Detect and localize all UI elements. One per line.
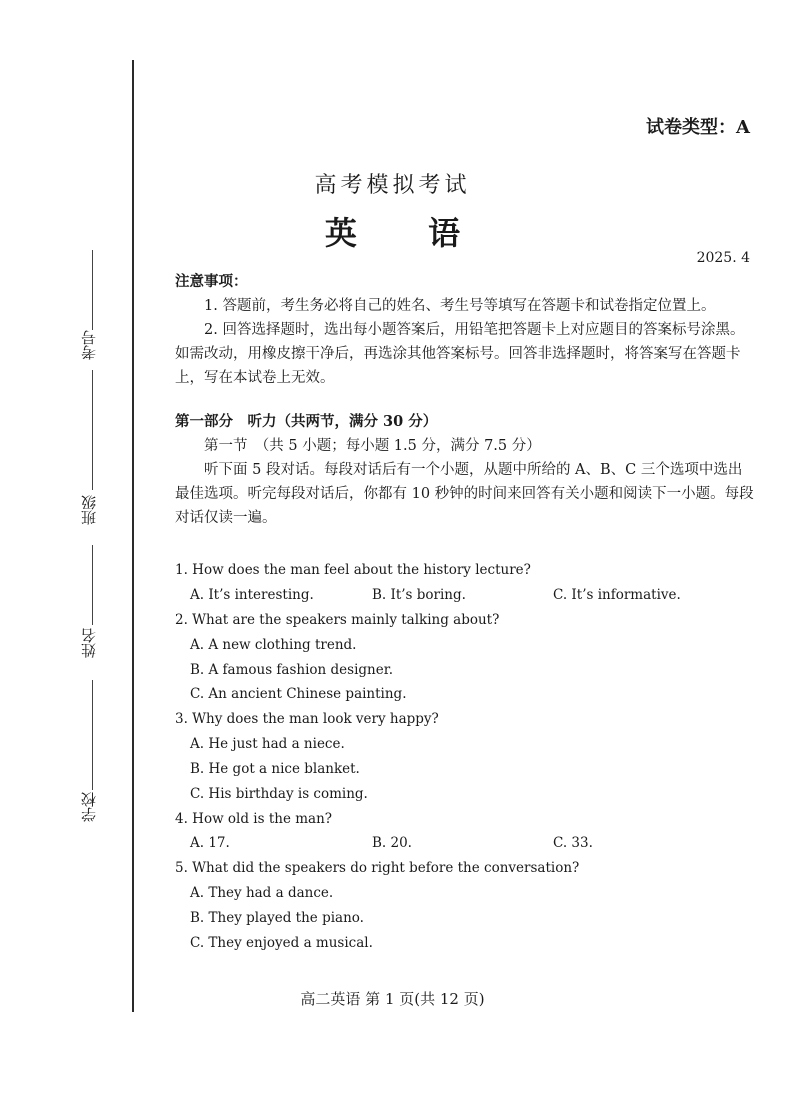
option-b[interactable]: B. He got a nice blanket. [190,761,360,777]
notice-heading: 注意事项： [175,273,248,290]
class-blank[interactable] [92,370,93,490]
section-instructions: 听下面 5 段对话。每段对话后有一个小题，从题中所给的 A、B、C 三个选项中选出最佳选项。听完每段对话后，你都有 10 秒钟的时间来回答有关小题和阅读下一小题。每段对话仅读一遍。 [175,462,754,526]
exam-date: 2025. 4 [696,250,750,266]
question-stem: 3. Why does the man look very happy? [175,711,439,727]
name-blank[interactable] [92,545,93,625]
school-blank[interactable] [92,680,93,790]
option-a[interactable]: A. They had a dance. [190,885,334,901]
part-heading: 第一部分 听力（共两节，满分 30 分） [175,413,438,430]
option-a[interactable]: A. A new clothing trend. [190,637,357,653]
option-b[interactable]: B. A famous fashion designer. [190,662,393,678]
question-stem: 4. How old is the man? [175,811,333,827]
notice-section [175,270,755,390]
question-stem: 5. What did the speakers do right before the conversation? [175,860,580,876]
name-label: 姓名 [80,628,98,658]
option-c[interactable]: C. His birthday is coming. [190,786,368,802]
subject-title: 英 语 [324,214,491,252]
option-c[interactable]: C. An ancient Chinese painting. [190,686,407,702]
exam-title: 高考模拟考试 [314,173,471,198]
section-heading: 第一节 （共 5 小题；每小题 1.5 分，满分 7.5 分） [204,438,541,454]
option-b[interactable]: B. It’s boring. [372,587,466,603]
question-stem: 2. What are the speakers mainly talking about? [175,612,500,628]
option-c[interactable]: C. They enjoyed a musical. [190,935,373,951]
option-a[interactable]: A. He just had a niece. [190,736,345,752]
exam-no-blank[interactable] [92,250,93,330]
option-c[interactable]: C. 33. [553,835,593,851]
page-footer: 高二英语 第 1 页(共 12 页) [300,990,485,1008]
option-a[interactable]: A. 17. [190,835,230,851]
school-label: 学校 [80,792,98,822]
option-c[interactable]: C. It’s informative. [553,587,681,603]
paper-type: 试卷类型：A [646,117,750,138]
class-label: 班级 [80,495,98,525]
option-b[interactable]: B. 20. [372,835,412,851]
option-a[interactable]: A. It’s interesting. [190,587,314,603]
notice-item: 2. 回答选择题时，选出每小题答案后，用铅笔把答题卡上对应题目的答案标号涂黑。如需改动，用橡皮擦干净后，再选涂其他答案标号。回答非选择题时，将答案写在答题卡上，写在本试卷上无效。 [175,322,745,386]
notice-item: 1. 答题前，考生务必将自己的姓名、考生号等填写在答题卡和试卷指定位置上。 [204,298,716,314]
exam-no-label: 考号 [80,330,98,360]
option-b[interactable]: B. They played the piano. [190,910,364,926]
binding-margin-line [132,60,134,1012]
question-stem: 1. How does the man feel about the history lecture? [175,562,531,578]
listening-section [175,410,755,530]
